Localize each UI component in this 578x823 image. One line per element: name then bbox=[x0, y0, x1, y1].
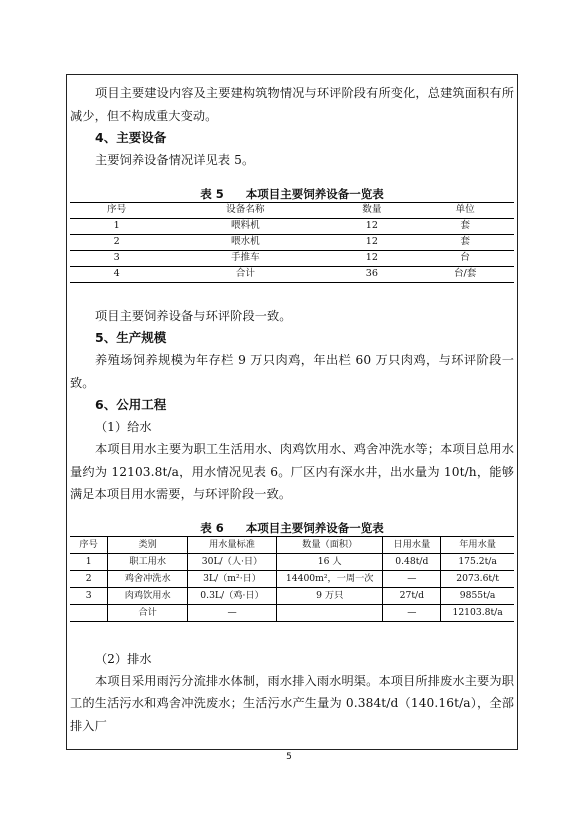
table-cell: 9855t/a bbox=[441, 587, 514, 604]
table-cell: 36 bbox=[328, 266, 417, 282]
paragraph-water-supply: 本项目用水主要为职工生活用水、肉鸡饮用水、鸡舍冲洗水等；本项目总用水量约为 12103.8t/a，用水情况见表 6。厂区内有深水井，出水量为 10t/h，能够满足本项目用水需要，与环评阶段一致。 bbox=[70, 442, 514, 501]
table-row bbox=[70, 587, 514, 604]
paragraph-scale: 养殖场饲养规模为年存栏 9 万只肉鸡，年出栏 60 万只肉鸡，与环评阶段一致。 bbox=[70, 353, 514, 390]
paragraph-equipment-ref: 主要饲养设备情况详见表 5。 bbox=[95, 153, 255, 167]
section-heading-scale: 5、生产规模 bbox=[95, 330, 167, 345]
table-cell: 2073.6t/t bbox=[441, 570, 514, 587]
table-cell: 2 bbox=[70, 234, 163, 250]
table-cell: — bbox=[383, 570, 441, 587]
table-row bbox=[70, 570, 514, 587]
page-number: 5 bbox=[286, 752, 292, 762]
table-cell: 3 bbox=[70, 587, 108, 604]
table-header-cell: 年用水量 bbox=[441, 536, 514, 553]
table-cell bbox=[70, 604, 108, 621]
table-cell: 30L/（人·日） bbox=[188, 553, 277, 570]
table-cell: 鸡舍冲洗水 bbox=[108, 570, 188, 587]
table-cell: 喂料机 bbox=[163, 218, 327, 234]
paragraph-drainage: 本项目采用雨污分流排水体制，雨水排入雨水明渠。本项目所排废水主要为职工的生活污水和鸡舍冲洗废水；生活污水产生量为 0.384t/d（140.16t/a），全部排入厂 bbox=[70, 673, 514, 733]
table-cell: 台 bbox=[416, 250, 514, 266]
table-cell: 喂水机 bbox=[163, 234, 327, 250]
table-cell: 套 bbox=[416, 234, 514, 250]
table-cell: 175.2t/a bbox=[441, 553, 514, 570]
table-cell: 3 bbox=[70, 250, 163, 266]
table-cell: — bbox=[383, 604, 441, 621]
table-cell bbox=[276, 604, 383, 621]
section-heading-utilities: 6、公用工程 bbox=[95, 397, 167, 412]
table-header-cell: 数量 bbox=[328, 202, 417, 218]
table5-equipment bbox=[70, 202, 514, 283]
table6-caption-number: 表 6 bbox=[200, 520, 224, 535]
table-header-cell: 设备名称 bbox=[163, 202, 327, 218]
paragraph-equipment-consistent: 项目主要饲养设备与环评阶段一致。 bbox=[95, 308, 292, 323]
table-cell: 合计 bbox=[108, 604, 188, 621]
table-cell: 1 bbox=[70, 553, 108, 570]
table5-caption bbox=[70, 186, 514, 202]
table-header-cell: 日用水量 bbox=[383, 536, 441, 553]
table6-caption bbox=[70, 520, 514, 536]
table-cell: 台/套 bbox=[416, 266, 514, 282]
table5-caption-title: 本项目主要饲养设备一览表 bbox=[245, 186, 384, 201]
table-cell: 手推车 bbox=[163, 250, 327, 266]
table-header-cell: 单位 bbox=[416, 202, 514, 218]
table5-caption-number: 表 5 bbox=[200, 186, 224, 201]
paragraph-building-changes: 项目主要建设内容及主要建构筑物情况与环评阶段有所变化，总建筑面积有所减少，但不构成重大变动。 bbox=[70, 86, 514, 123]
table-cell: 职工用水 bbox=[108, 553, 188, 570]
table-row bbox=[70, 553, 514, 570]
table-cell: 2 bbox=[70, 570, 108, 587]
subheading-drainage: （2）排水 bbox=[95, 651, 152, 666]
table-header-cell: 序号 bbox=[70, 536, 108, 553]
table-cell: 12 bbox=[328, 250, 417, 266]
table-cell: 3L/（m²·日） bbox=[188, 570, 277, 587]
table-cell: 套 bbox=[416, 218, 514, 234]
table-header-row bbox=[70, 536, 514, 553]
content bbox=[70, 75, 514, 737]
table-cell: 合计 bbox=[163, 266, 327, 282]
table6-caption-title: 本项目主要饲养设备一览表 bbox=[245, 520, 384, 535]
table-row bbox=[70, 234, 514, 250]
subheading-water-supply: （1）给水 bbox=[95, 420, 152, 434]
table-header-cell: 序号 bbox=[70, 202, 163, 218]
table-cell: 12 bbox=[328, 234, 417, 250]
table-row bbox=[70, 218, 514, 234]
table-cell: 0.48t/d bbox=[383, 553, 441, 570]
table-header-cell: 数量（面积） bbox=[276, 536, 383, 553]
table-cell: 9 万只 bbox=[276, 587, 383, 604]
table-cell: 4 bbox=[70, 266, 163, 282]
table-header-cell: 类别 bbox=[108, 536, 188, 553]
table-cell: — bbox=[188, 604, 277, 621]
section-heading-equipment: 4、主要设备 bbox=[95, 130, 167, 145]
table-cell: 27t/d bbox=[383, 587, 441, 604]
table-cell: 1 bbox=[70, 218, 163, 234]
page-frame bbox=[66, 74, 518, 750]
table-cell: 肉鸡饮用水 bbox=[108, 587, 188, 604]
table-cell: 12 bbox=[328, 218, 417, 234]
table-cell: 0.3L/（鸡·日） bbox=[188, 587, 277, 604]
table-row bbox=[70, 266, 514, 282]
table-header-cell: 用水量标准 bbox=[188, 536, 277, 553]
table-header-row bbox=[70, 202, 514, 218]
table-cell: 12103.8t/a bbox=[441, 604, 514, 621]
table-row bbox=[70, 250, 514, 266]
table-row bbox=[70, 604, 514, 621]
table6-water-use bbox=[70, 536, 514, 622]
table-cell: 16 人 bbox=[276, 553, 383, 570]
table-cell: 14400m²，一周一次 bbox=[276, 570, 383, 587]
